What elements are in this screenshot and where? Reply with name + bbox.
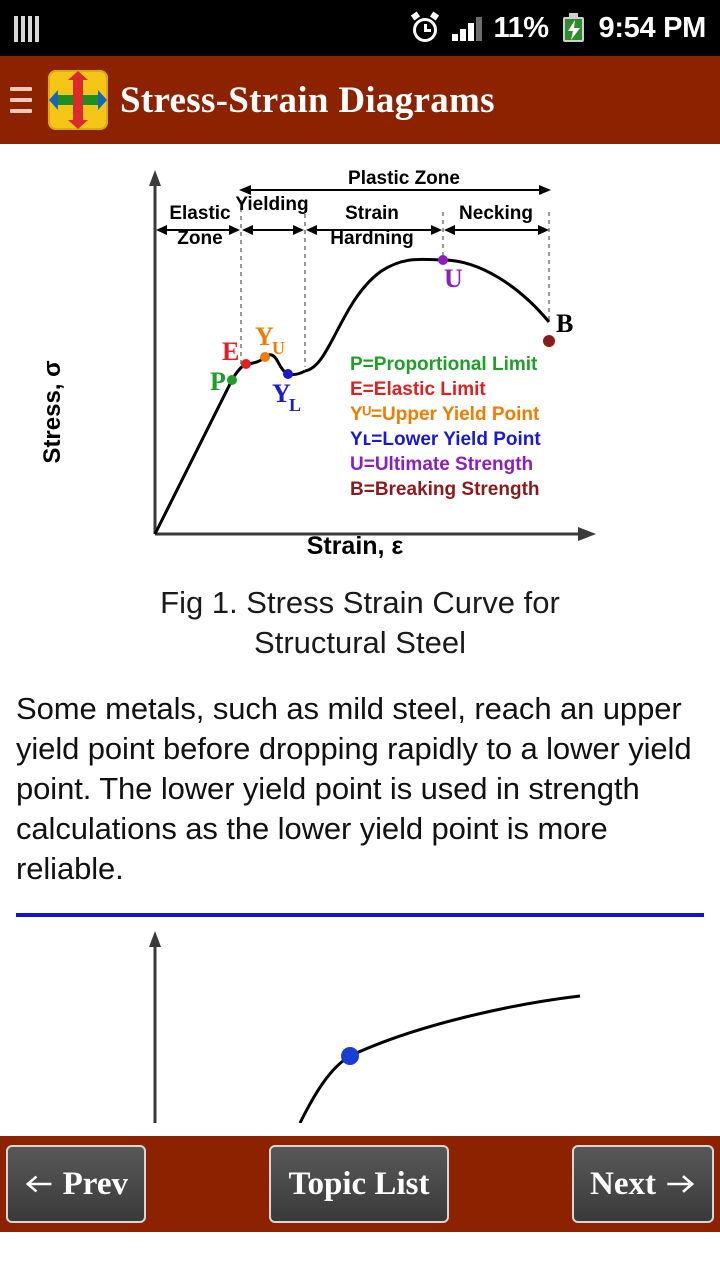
point-p <box>227 375 237 385</box>
label-yu-sub: U <box>272 338 285 358</box>
action-bar <box>0 56 720 144</box>
x-axis-label: Strain, ε <box>306 532 404 560</box>
figure-1 <box>0 144 720 663</box>
prev-button[interactable] <box>6 1145 146 1223</box>
bottom-navigation-bar <box>0 1136 720 1232</box>
label-yu: Y <box>255 322 274 351</box>
page-title: Stress-Strain Diagrams <box>120 79 495 121</box>
point-b <box>543 335 555 347</box>
system-nav-area <box>0 1232 720 1280</box>
battery-charging-icon <box>561 13 587 43</box>
arrow-right-icon <box>666 1167 696 1201</box>
next-button-label: Next <box>590 1165 656 1202</box>
zone-label-plastic: Plastic Zone <box>348 168 460 189</box>
figure-1-caption <box>0 583 720 663</box>
topic-list-button[interactable] <box>269 1145 449 1223</box>
stress-strain-app-icon <box>48 70 108 130</box>
label-b: B <box>556 309 574 338</box>
label-p: P <box>210 367 226 396</box>
status-bar-right <box>410 12 706 45</box>
legend-item-5: B=Breaking Strength <box>350 479 540 500</box>
figure-1-caption-line1: Fig 1. Stress Strain Curve for <box>160 585 560 620</box>
body-paragraph: Some metals, such as mild steel, reach an upper yield point before dropping rapidly to a lower yield point. The lower yield point is used in strength calculations as the lower yield point is more reliable. <box>16 691 692 886</box>
y-axis-label: Stress, σ <box>39 360 66 464</box>
zone-label-necking: Necking <box>459 203 533 224</box>
bolt-glyph <box>566 20 582 40</box>
content-scroll-area[interactable] <box>0 144 720 1184</box>
point-yu <box>260 352 270 362</box>
partial-second-curve-diagram <box>0 923 720 1123</box>
figure-2-point <box>341 1047 359 1065</box>
zone-label-elastic-2: Zone <box>177 228 223 249</box>
label-u: U <box>444 264 463 293</box>
label-e: E <box>222 337 240 366</box>
legend-item-4: U=Ultimate Strength <box>350 454 534 475</box>
figure-1-caption-line2: Structural Steel <box>254 625 466 660</box>
zone-label-strain-1: Strain <box>345 203 399 224</box>
next-button[interactable] <box>572 1145 714 1223</box>
sim-bars-icon <box>14 14 39 42</box>
legend-item-1: E=Elastic Limit <box>350 379 486 400</box>
alarm-clock-icon <box>410 13 440 43</box>
status-bar-clock: 9:54 PM <box>598 11 706 44</box>
topic-list-button-label: Topic List <box>288 1165 430 1202</box>
legend-item-3: Yʟ=Lower Yield Point <box>350 429 541 450</box>
zone-label-strain-2: Hardning <box>330 228 414 249</box>
hamburger-menu-icon[interactable] <box>10 80 36 120</box>
arrow-left-icon <box>24 1167 53 1201</box>
legend-item-0: P=Proportional Limit <box>350 354 538 375</box>
prev-button-label: Prev <box>62 1165 128 1202</box>
point-yl <box>283 369 293 379</box>
legend-item-2: Yᵁ=Upper Yield Point <box>350 404 540 425</box>
zone-label-yielding: Yielding <box>235 194 309 215</box>
label-yl: Y <box>272 379 291 408</box>
zone-label-elastic-1: Elastic <box>169 203 231 224</box>
status-bar <box>0 0 720 56</box>
stress-strain-curve-diagram <box>0 152 720 562</box>
point-e <box>241 359 251 369</box>
battery-percent-label: 11% <box>493 11 549 44</box>
label-yl-sub: L <box>289 395 302 415</box>
signal-bars-icon <box>452 15 482 41</box>
section-divider <box>16 913 704 917</box>
figure-2 <box>0 923 720 1128</box>
status-bar-left <box>14 14 410 42</box>
